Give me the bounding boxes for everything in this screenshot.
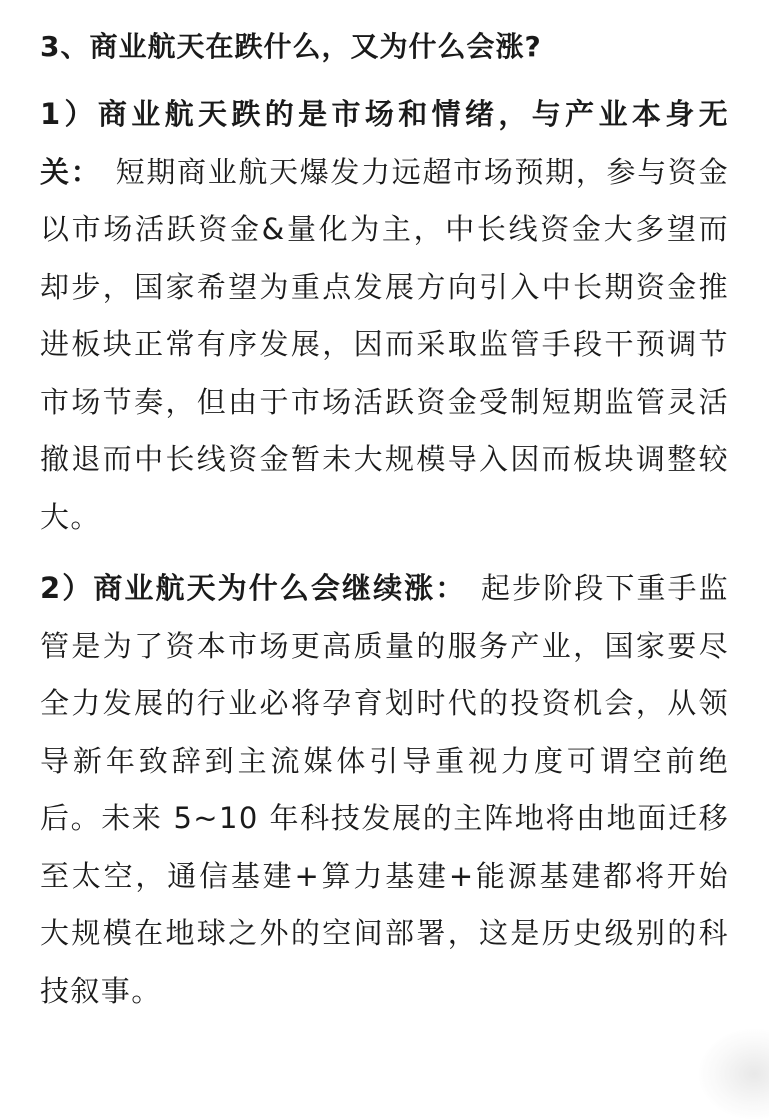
paragraph-1: [40, 86, 729, 546]
paragraph-2-lead: 2）商业航天为什么会继续涨：: [40, 571, 467, 605]
section-title: 3、商业航天在跌什么，又为什么会涨?: [40, 30, 542, 63]
paragraph-1-lead: 1）商业航天跌的是市场和情绪，与产业本身无关：: [40, 97, 729, 189]
paragraph-2-body: 起步阶段下重手监管是为了资本市场更高质量的服务产业，国家要尽全力发展的行业必将孕育划时代的投资机会，从领导新年致辞到主流媒体引导重视力度可谓空前绝后。未来 5~10 年科技发展的主阵地将由地面迁移至太空，通信基建+算力基建+能源基建都将开始大规模在地球之外的空间部署，这是历史级别的科技叙事。: [40, 571, 730, 1008]
paragraph-1-body: 短期商业航天爆发力远超市场预期，参与资金以市场活跃资金&量化为主，中长线资金大多望而却步，国家希望为重点发展方向引入中长期资金推进板块正常有序发展，因而采取监管手段干预调节市场节奏，但由于市场活跃资金受制短期监管灵活撤退而中长线资金暂未大规模导入因而板块调整较大。: [40, 154, 729, 534]
paragraph-2: [40, 560, 729, 1020]
